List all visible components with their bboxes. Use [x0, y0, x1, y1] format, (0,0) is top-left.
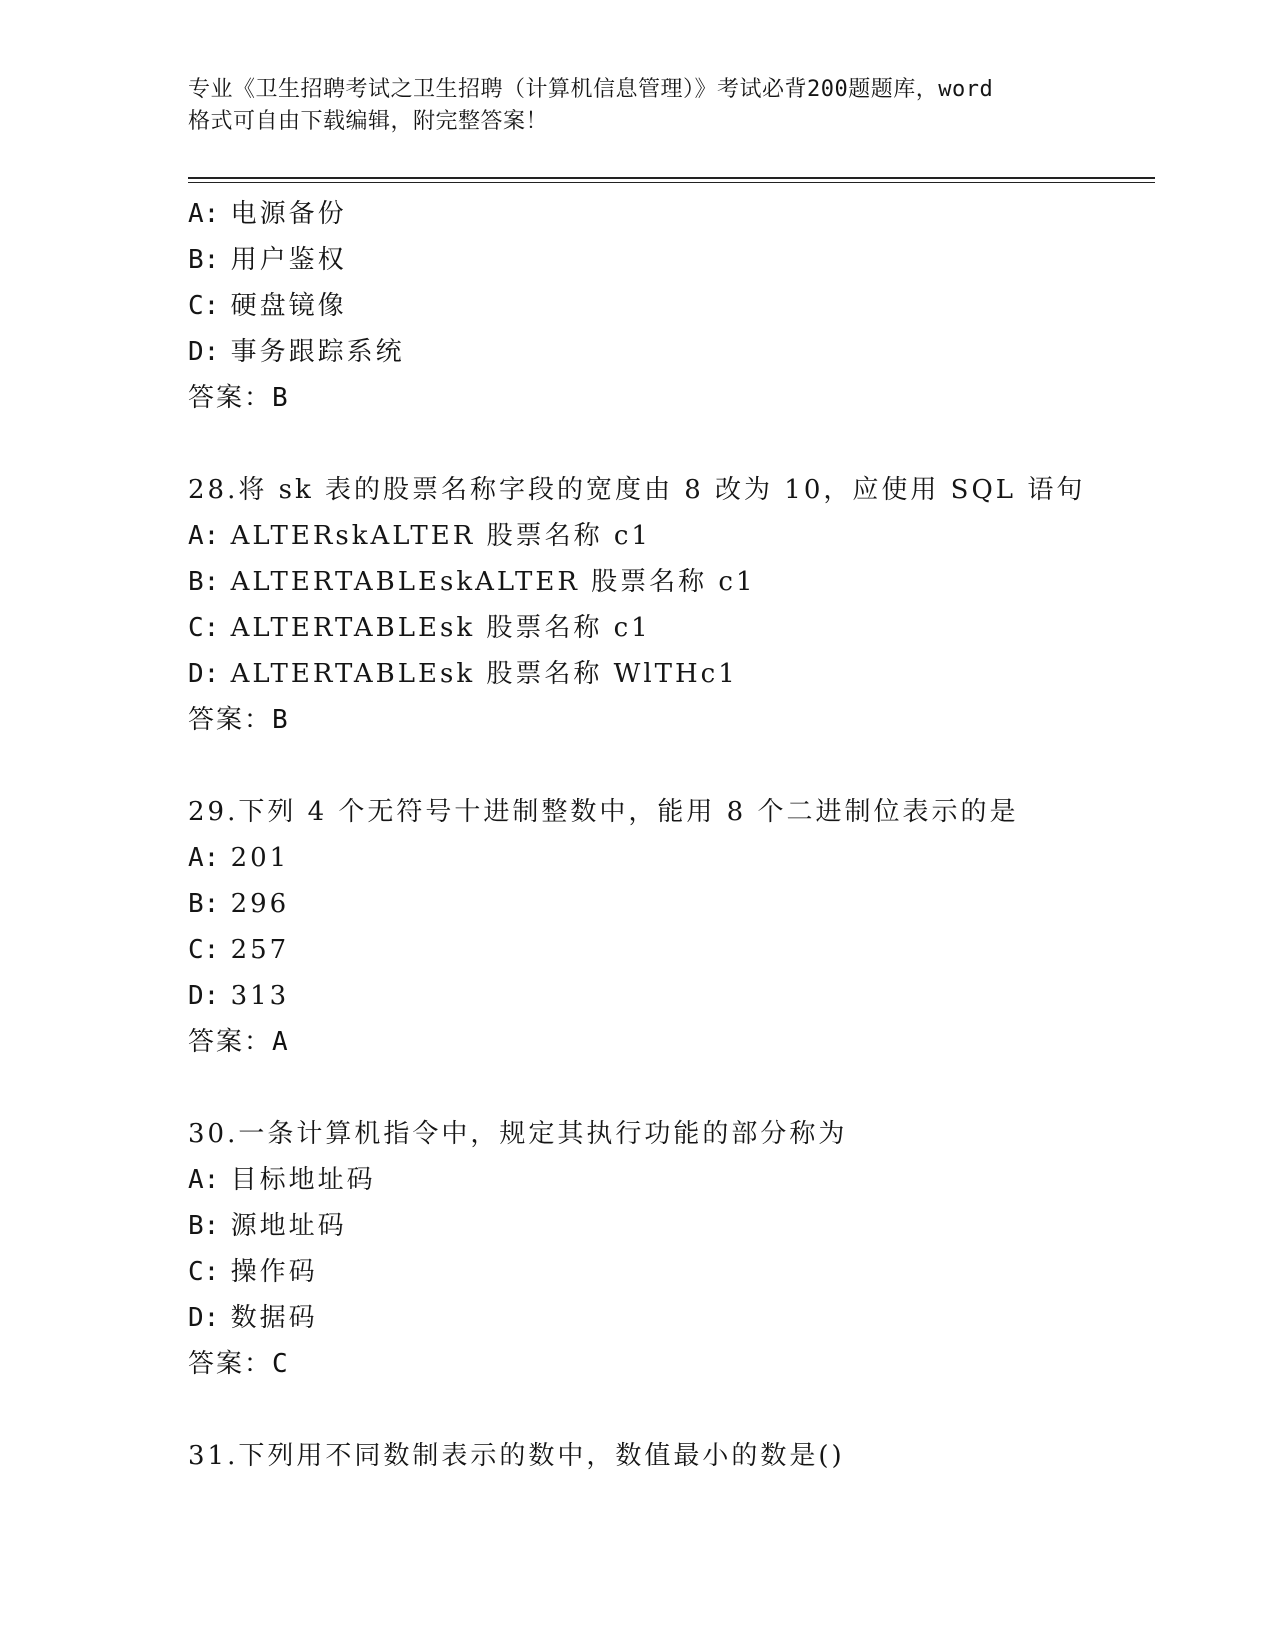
question-block: [188, 191, 1148, 421]
option-label: B:: [188, 1211, 220, 1241]
option-c: [188, 283, 1148, 329]
option-d: [188, 1295, 1148, 1341]
option-text: 电源备份: [230, 199, 347, 229]
option-label: A:: [188, 843, 220, 873]
option-c: [188, 605, 1148, 651]
question-text: 29.下列 4 个无符号十进制整数中，能用 8 个二进制位表示的是: [188, 797, 1019, 827]
option-text: 硬盘镜像: [230, 291, 347, 321]
option-text: 事务跟踪系统: [230, 337, 405, 367]
question-text: 30.一条计算机指令中，规定其执行功能的部分称为: [188, 1119, 848, 1149]
option-text: 257: [230, 935, 290, 965]
answer-value: B: [272, 705, 288, 735]
option-text: ALTERskALTER 股票名称 c1: [230, 521, 651, 551]
answer-label: 答案：: [188, 1349, 273, 1379]
option-text: 目标地址码: [230, 1165, 376, 1195]
option-c: [188, 927, 1148, 973]
option-text: 201: [230, 843, 290, 873]
option-label: B:: [188, 889, 220, 919]
answer-line: [188, 375, 1148, 421]
question-block: [188, 789, 1148, 1065]
option-label: D:: [188, 337, 220, 367]
option-a: [188, 835, 1148, 881]
option-label: A:: [188, 521, 220, 551]
option-text: 用户鉴权: [230, 245, 347, 275]
option-label: D:: [188, 981, 220, 1011]
option-a: [188, 191, 1148, 237]
answer-line: [188, 1341, 1148, 1387]
option-b: [188, 237, 1148, 283]
option-label: C:: [188, 935, 220, 965]
option-text: 数据码: [230, 1303, 318, 1333]
answer-value: A: [272, 1027, 288, 1057]
option-label: C:: [188, 1257, 220, 1287]
option-b: [188, 881, 1148, 927]
option-label: B:: [188, 245, 220, 275]
question-block: [188, 1111, 1148, 1387]
option-label: B:: [188, 567, 220, 597]
option-d: [188, 973, 1148, 1019]
option-a: [188, 513, 1148, 559]
answer-line: [188, 1019, 1148, 1065]
option-label: C:: [188, 613, 220, 643]
option-label: A:: [188, 199, 220, 229]
option-a: [188, 1157, 1148, 1203]
option-b: [188, 1203, 1148, 1249]
header-rule-thin: [188, 182, 1155, 183]
question-list: [188, 191, 1148, 1479]
option-d: [188, 329, 1148, 375]
option-text: ALTERTABLEskALTER 股票名称 c1: [230, 567, 756, 597]
document-header: [188, 74, 1088, 138]
question-text: 31.下列用不同数制表示的数中，数值最小的数是(): [188, 1441, 845, 1471]
option-d: [188, 651, 1148, 697]
option-text: 源地址码: [230, 1211, 347, 1241]
answer-value: B: [272, 383, 288, 413]
header-title-line-1: 专业《卫生招聘考试之卫生招聘（计算机信息管理）》考试必背200题题库，word: [188, 77, 994, 102]
question-block: [188, 467, 1148, 743]
option-label: C:: [188, 291, 220, 321]
option-b: [188, 559, 1148, 605]
answer-label: 答案：: [188, 1027, 273, 1057]
answer-label: 答案：: [188, 705, 273, 735]
option-label: A:: [188, 1165, 220, 1195]
header-title-line-2: 格式可自由下载编辑，附完整答案！: [188, 109, 549, 134]
option-label: D:: [188, 1303, 220, 1333]
answer-line: [188, 697, 1148, 743]
option-text: 313: [230, 981, 290, 1011]
option-text: 296: [230, 889, 290, 919]
option-text: 操作码: [230, 1257, 318, 1287]
option-text: ALTERTABLEsk 股票名称 c1: [230, 613, 651, 643]
answer-value: C: [272, 1349, 288, 1379]
header-rule-thick: [188, 177, 1155, 179]
option-label: D:: [188, 659, 220, 689]
option-text: ALTERTABLEsk 股票名称 WlTHc1: [230, 659, 738, 689]
answer-label: 答案：: [188, 383, 273, 413]
option-c: [188, 1249, 1148, 1295]
question-block: [188, 1433, 1148, 1479]
question-text: 28.将 sk 表的股票名称字段的宽度由 8 改为 10，应使用 SQL 语句: [188, 475, 1086, 505]
